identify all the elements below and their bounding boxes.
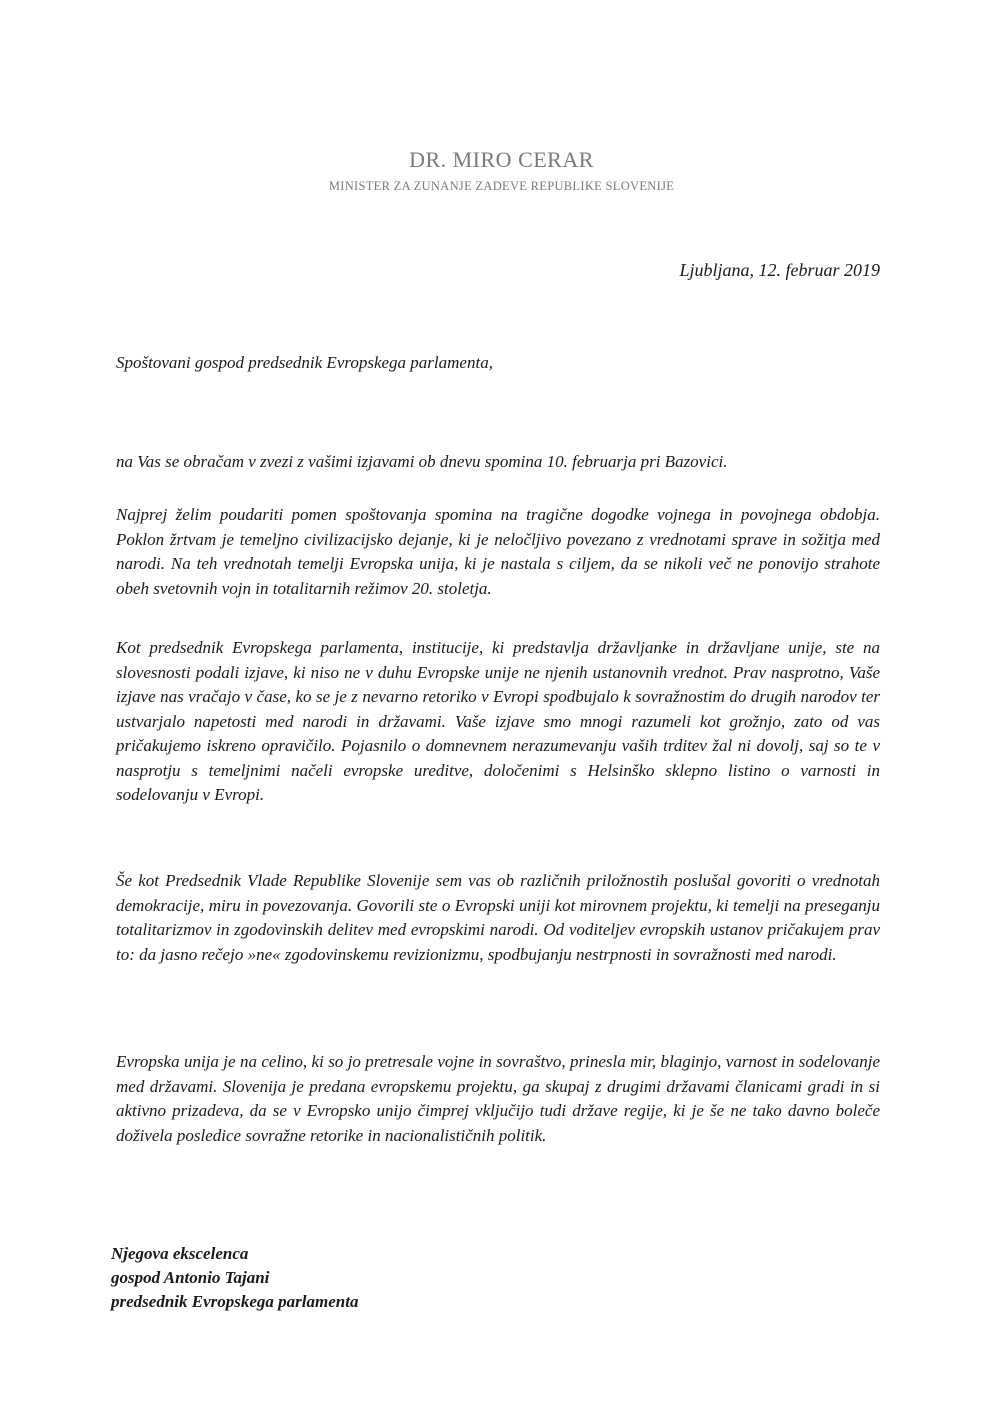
body-paragraph-4: Evropska unija je na celino, ki so jo pretresale vojne in sovraštvo, prinesla mir, blaginjo, varnost in sodelovanje med državami. Slovenija je predana evropskemu projektu, ga skupaj z drugimi državami članicami gradi in si aktivno prizadeva, da se v Evropsko unijo čimprej vključijo tudi države regije, ki je še ne tako davno boleče doživela posledice sovražne retorike in nacionalističnih politik. (116, 1052, 880, 1145)
sender-title: MINISTER ZA ZUNANJE ZADEVE REPUBLIKE SLOVENIJE (328, 179, 675, 193)
letterhead (0, 147, 1003, 194)
recipient-block (111, 1242, 358, 1314)
intro-paragraph: na Vas se obračam v zvezi z vašimi izjavami ob dnevu spomina 10. februarja pri Bazovici. (116, 452, 728, 471)
body-paragraph-1: Najprej želim poudariti pomen spoštovanja spomina na tragične dogodke vojnega in povojnega obdobja. Poklon žrtvam je temeljno civilizacijsko dejanje, ki je neločljivo povezano z vrednotami sprave in sožitja med narodi. Na teh vrednotah temelji Evropska unija, ki je nastala s ciljem, da se nikoli več ne ponovijo strahote obeh svetovnih vojn in totalitarnih režimov 20. stoletja. (116, 505, 880, 598)
recipient-name: gospod Antonio Tajani (111, 1268, 270, 1287)
body-paragraph-3: Še kot Predsednik Vlade Republike Slovenije sem vas ob različnih priložnostih poslušal govoriti o vrednotah demokracije, miru in povezovanja. Govorili ste o Evropski uniji kot mirovnem projektu, ki temelji na preseganju totalitarizmov in zgodovinskih delitev med evropskimi narodi. Od voditeljev evropskih ustanov pričakujem prav to: da jasno rečejo »ne« zgodovinskemu revizionizmu, spodbujanju nestrpnosti in sovražnosti med narodi. (116, 871, 880, 964)
recipient-position: predsednik Evropskega parlamenta (111, 1292, 359, 1311)
salutation: Spoštovani gospod predsednik Evropskega parlamenta, (116, 353, 493, 372)
body-paragraph-2: Kot predsednik Evropskega parlamenta, institucije, ki predstavlja državljanke in državljane unije, ste na slovesnosti podali izjave, ki niso ne v duhu Evropske unije ne njenih ustanovnih vrednot. Prav nasprotno, Vaše izjave nas vračajo v čase, ko se je z nevarno retoriko v Evropi spodbujalo k sovražnostim do drugih narodov ter ustvarjalo napetosti med narodi in državami. Vaše izjave smo mnogi razumeli kot grožnjo, zato od vas pričakujemo iskreno opravičilo. Pojasnilo o domnevnem nerazumevanju vaših trditev žal ni dovolj, saj so te v nasprotju s temeljnimi načeli evropske ureditve, določenimi s Helsinško sklepno listino o varnosti in sodelovanju v Evropi. (116, 638, 880, 804)
sender-name: DR. MIRO CERAR (409, 147, 594, 172)
place-date: Ljubljana, 12. februar 2019 (679, 260, 880, 280)
recipient-honorific: Njegova ekscelenca (111, 1244, 249, 1263)
